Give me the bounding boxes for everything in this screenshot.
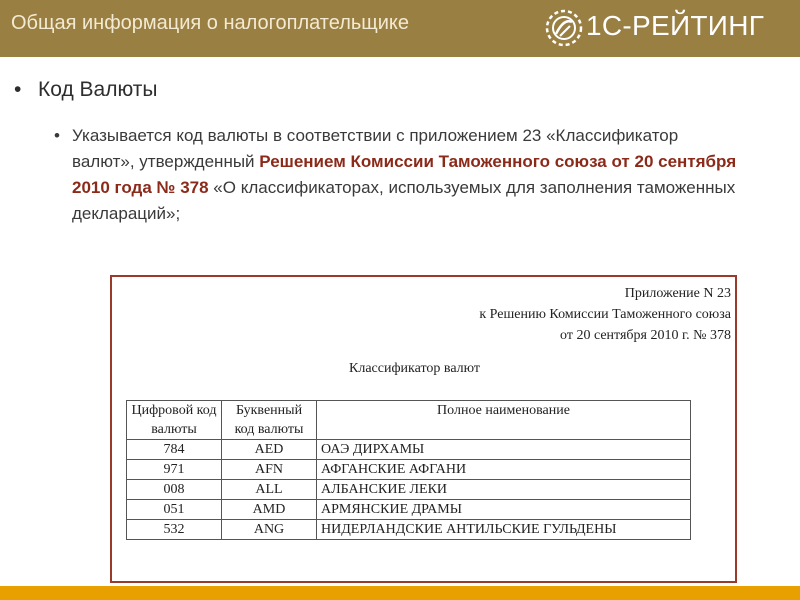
- alpha-code-cell: AFN: [222, 460, 317, 480]
- slide-title: Общая информация о налогоплательщике: [11, 12, 410, 34]
- currency-name-cell: АРМЯНСКИЕ ДРАМЫ: [317, 500, 691, 520]
- numeric-code-cell: 784: [127, 440, 222, 460]
- table-row: [127, 480, 691, 500]
- appendix-line-2: к Решению Комиссии Таможенного союза: [479, 307, 731, 322]
- currency-name-cell: ОАЭ ДИРХАМЫ: [317, 440, 691, 460]
- 1c-rating-logo-icon: [540, 4, 588, 52]
- brand-logo: [540, 4, 790, 50]
- table-row: [127, 500, 691, 520]
- appendix-line-3: от 20 сентября 2010 г. № 378: [560, 328, 731, 343]
- currency-name-cell: АФГАНСКИЕ АФГАНИ: [317, 460, 691, 480]
- column-header-alpha-code: Буквенный код валюты: [222, 401, 317, 440]
- document-excerpt: [110, 275, 737, 583]
- section-heading-text: Код Валюты: [38, 78, 158, 101]
- currency-name-cell: АЛБАНСКИЕ ЛЕКИ: [317, 480, 691, 500]
- description-text: [72, 123, 744, 227]
- table-row: [127, 460, 691, 480]
- decision-reference: Решением Комиссии Таможенного союза от 20 сентября 2010 года № 378: [72, 152, 737, 197]
- description-part-1: Указывается код валюты в соответствии с приложением 23 «Классификатор валют», утвержденный: [72, 126, 679, 171]
- alpha-code-cell: AMD: [222, 500, 317, 520]
- description-paragraph: [54, 123, 744, 227]
- table-header-row: [127, 401, 691, 440]
- table-row: [127, 520, 691, 540]
- appendix-line-1: Приложение N 23: [624, 286, 731, 301]
- footer-accent-bar: [0, 586, 800, 600]
- appendix-header: [479, 283, 731, 346]
- alpha-code-cell: ALL: [222, 480, 317, 500]
- table-row: [127, 440, 691, 460]
- brand-logo-text: 1С-РЕЙТИНГ: [586, 10, 765, 41]
- currency-name-cell: НИДЕРЛАНДСКИЕ АНТИЛЬСКИЕ ГУЛЬДЕНЫ: [317, 520, 691, 540]
- classifier-title: Классификатор валют: [349, 361, 481, 376]
- alpha-code-cell: ANG: [222, 520, 317, 540]
- bullet-dot: •: [14, 78, 22, 101]
- alpha-code-cell: AED: [222, 440, 317, 460]
- currency-table: [126, 400, 691, 540]
- bullet-dot: •: [54, 126, 60, 145]
- numeric-code-cell: 971: [127, 460, 222, 480]
- section-heading: [14, 78, 157, 102]
- numeric-code-cell: 008: [127, 480, 222, 500]
- numeric-code-cell: 532: [127, 520, 222, 540]
- slide-header: [0, 0, 800, 57]
- description-part-2: «О классификаторах, используемых для заполнения таможенных деклараций»;: [72, 178, 736, 223]
- column-header-numeric-code: Цифровой код валюты: [127, 401, 222, 440]
- column-header-full-name: Полное наименование: [317, 401, 691, 440]
- numeric-code-cell: 051: [127, 500, 222, 520]
